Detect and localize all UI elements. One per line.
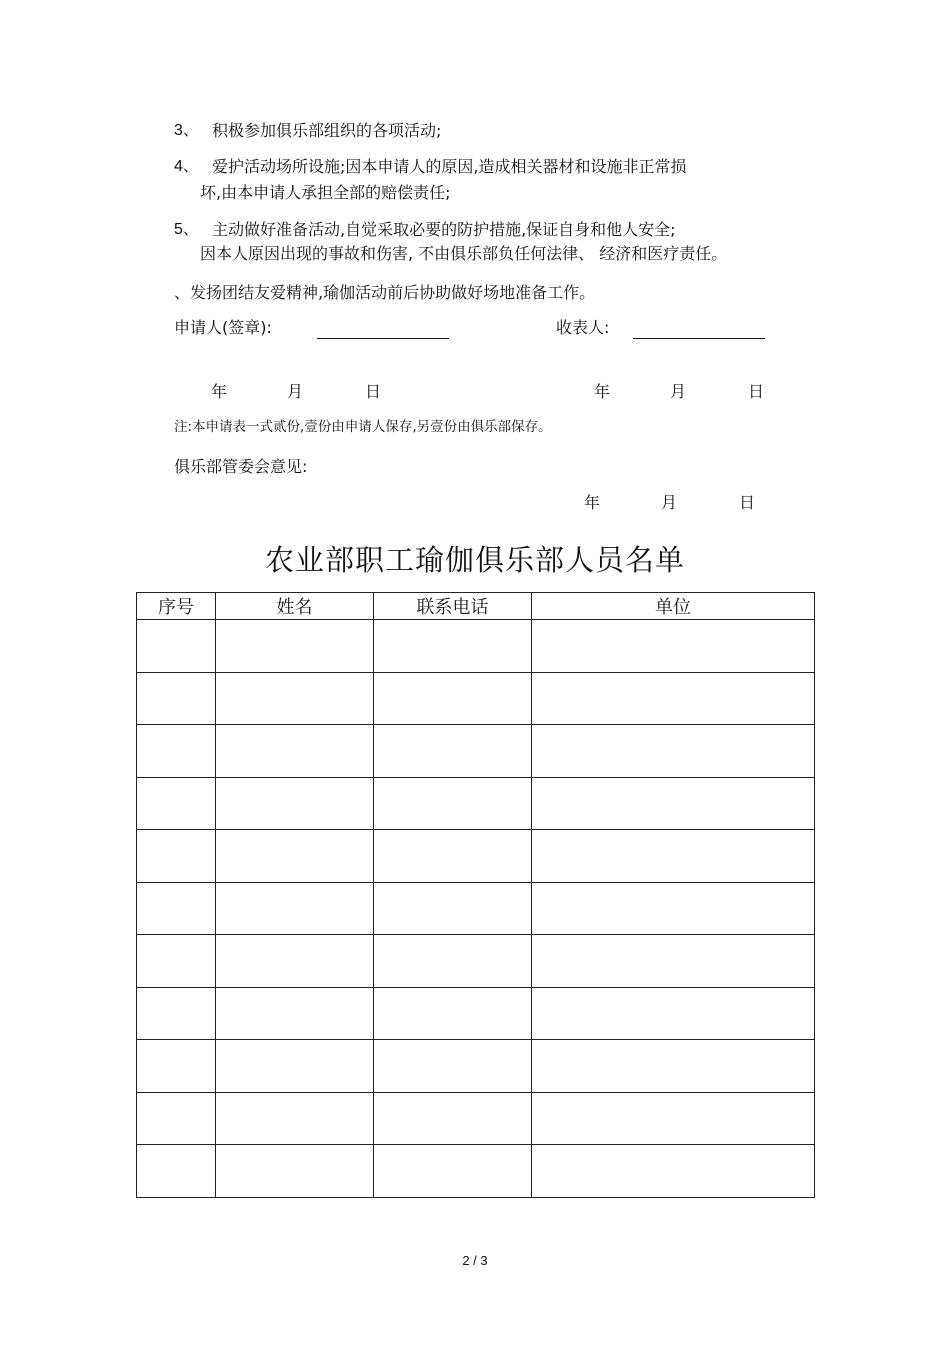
item-4-number: 4、 [174,158,199,175]
serial-number-cell[interactable] [137,777,216,830]
serial-number-cell[interactable] [137,830,216,883]
name-cell[interactable] [216,725,374,778]
note-text: 注:本申请表一式贰份,壹份由申请人保存,另壹份由俱乐部保存。 [174,419,552,435]
roster-table [136,592,815,1198]
receiver-date-month: 月 [670,382,687,401]
table-row [137,935,815,988]
item-6-text: 、发扬团结友爱精神,瑜伽活动前后协助做好场地准备工作。 [174,283,596,302]
unit-cell[interactable] [532,882,815,935]
committee-date-day: 日 [739,493,756,512]
phone-cell[interactable] [374,1145,532,1198]
phone-cell[interactable] [374,672,532,725]
header-phone: 联系电话 [374,593,532,620]
header-serial-number: 序号 [137,593,216,620]
serial-number-cell[interactable] [137,672,216,725]
phone-cell[interactable] [374,1092,532,1145]
name-cell[interactable] [216,987,374,1040]
receiver-date-year: 年 [594,382,611,401]
receiver-label: 收表人: [556,318,610,337]
phone-cell[interactable] [374,777,532,830]
unit-cell[interactable] [532,830,815,883]
serial-number-cell[interactable] [137,1145,216,1198]
phone-cell[interactable] [374,882,532,935]
unit-cell[interactable] [532,1040,815,1093]
phone-cell[interactable] [374,725,532,778]
phone-cell[interactable] [374,1040,532,1093]
serial-number-cell[interactable] [137,935,216,988]
table-row [137,882,815,935]
table-row [137,620,815,673]
table-row [137,672,815,725]
committee-date-month: 月 [661,493,678,512]
applicant-date-month: 月 [287,382,304,401]
page-number: 2 / 3 [462,1253,488,1268]
applicant-signature-line[interactable] [317,338,449,339]
table-row [137,1092,815,1145]
header-unit: 单位 [532,593,815,620]
roster-header-row [137,593,815,620]
serial-number-cell[interactable] [137,725,216,778]
phone-cell[interactable] [374,987,532,1040]
table-row [137,1145,815,1198]
name-cell[interactable] [216,1145,374,1198]
item-3-text: 积极参加俱乐部组织的各项活动; [212,121,442,140]
name-cell[interactable] [216,620,374,673]
item-5-number: 5、 [174,221,199,238]
serial-number-cell[interactable] [137,1092,216,1145]
phone-cell[interactable] [374,830,532,883]
committee-opinion-label: 俱乐部管委会意见: [174,457,308,476]
item-4-text-line2: 坏,由本申请人承担全部的赔偿责任; [200,183,451,202]
name-cell[interactable] [216,882,374,935]
unit-cell[interactable] [532,1145,815,1198]
committee-date-year: 年 [584,493,601,512]
unit-cell[interactable] [532,620,815,673]
unit-cell[interactable] [532,777,815,830]
unit-cell[interactable] [532,672,815,725]
serial-number-cell[interactable] [137,987,216,1040]
receiver-date-day: 日 [748,382,765,401]
unit-cell[interactable] [532,987,815,1040]
applicant-date-day: 日 [365,382,382,401]
receiver-signature-line[interactable] [633,338,765,339]
roster-title: 农业部职工瑜伽俱乐部人员名单 [264,543,685,577]
name-cell[interactable] [216,1040,374,1093]
serial-number-cell[interactable] [137,1040,216,1093]
phone-cell[interactable] [374,620,532,673]
table-row [137,725,815,778]
unit-cell[interactable] [532,935,815,988]
name-cell[interactable] [216,935,374,988]
name-cell[interactable] [216,672,374,725]
table-row [137,1040,815,1093]
applicant-date-year: 年 [211,382,228,401]
name-cell[interactable] [216,830,374,883]
table-row [137,830,815,883]
name-cell[interactable] [216,777,374,830]
item-3-number: 3、 [174,122,199,139]
table-row [137,987,815,1040]
table-row [137,777,815,830]
serial-number-cell[interactable] [137,620,216,673]
item-5-text-line1: 主动做好准备活动,自觉采取必要的防护措施,保证自身和他人安全; [212,220,676,239]
item-4-text-line1: 爱护活动场所设施;因本申请人的原因,造成相关器材和设施非正常损 [212,157,687,176]
unit-cell[interactable] [532,725,815,778]
serial-number-cell[interactable] [137,882,216,935]
phone-cell[interactable] [374,935,532,988]
unit-cell[interactable] [532,1092,815,1145]
roster-body [137,620,815,1198]
name-cell[interactable] [216,1092,374,1145]
applicant-signature-label: 申请人(签章): [174,318,272,337]
header-name: 姓名 [216,593,374,620]
item-5-text-line2: 因本人原因出现的事故和伤害, 不由俱乐部负任何法律、 经济和医疗责任。 [200,244,728,263]
